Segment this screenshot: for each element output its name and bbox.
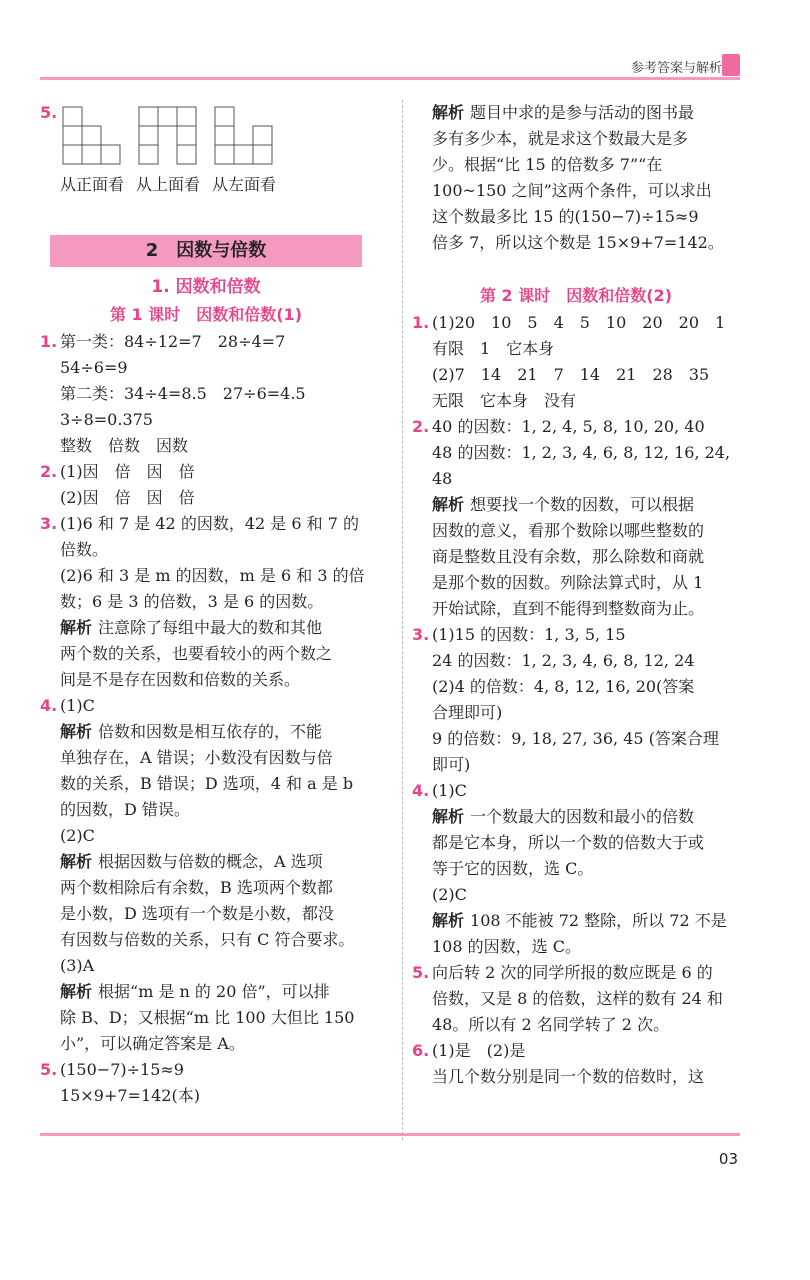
line-text: (1)15 的因数：1, 3, 5, 15	[432, 625, 626, 644]
line-text: (1)C	[432, 781, 467, 800]
line-text: 数；6 是 3 的倍数，3 是 6 的因数。	[60, 592, 324, 611]
question-number: 5.	[40, 103, 58, 122]
line-text: 想要找一个数的因数，可以根据	[470, 495, 695, 514]
left-column	[40, 100, 372, 1109]
top-view	[136, 106, 200, 195]
subsection-title: 1. 因数和倍数	[151, 277, 261, 297]
analysis-label: 解析	[60, 982, 93, 1001]
question-number: 6.	[412, 1041, 430, 1060]
line-text: 48。所以有 2 名同学转了 2 次。	[432, 1015, 670, 1034]
answer-line	[40, 1083, 372, 1109]
answer-line	[412, 804, 740, 830]
line-text: 数的关系，B 错误；D 选项，4 和 a 是 b	[60, 774, 354, 793]
line-text: (2)7 14 21 7 14 21 28 35	[432, 365, 710, 384]
analysis-label: 解析	[60, 722, 93, 741]
line-text: 除 B、D；又根据“m 比 100 大但比 150	[60, 1008, 355, 1027]
analysis-label: 解析	[432, 911, 465, 930]
footer-rule	[40, 1133, 740, 1136]
answer-line	[40, 381, 372, 407]
answer-line	[412, 1038, 740, 1064]
line-text: 两个数相除后有余数，B 选项两个数都	[60, 878, 333, 897]
answer-line	[412, 440, 740, 466]
line-text: 单独存在，A 错误；小数没有因数与倍	[60, 748, 333, 767]
right-answer-lines	[412, 310, 740, 1090]
line-text: 54÷6=9	[60, 358, 128, 377]
lesson-title: 第 1 课时 因数和倍数(1)	[109, 305, 303, 324]
line-text: 倍数，又是 8 的倍数，这样的数有 24 和	[432, 989, 723, 1008]
answer-line	[40, 485, 372, 511]
line-text: (150−7)÷15≈9	[60, 1060, 184, 1079]
line-text: (2)4 的倍数：4, 8, 12, 16, 20(答案	[432, 677, 695, 696]
answer-line	[40, 355, 372, 381]
line-text: 因数的意义，看那个数除以哪些整数的	[432, 521, 705, 540]
line-text: 有限 1 它本身	[432, 339, 555, 358]
line-text: 108 不能被 72 整除，所以 72 不是	[470, 911, 727, 930]
answer-line	[412, 152, 740, 178]
answer-line	[412, 726, 740, 752]
answer-line	[40, 563, 372, 589]
answer-line	[412, 778, 740, 804]
line-text: 48 的因数：1, 2, 3, 4, 6, 8, 12, 16, 24,	[432, 443, 731, 462]
answer-line	[40, 641, 372, 667]
answer-line	[412, 336, 740, 362]
answer-line	[412, 908, 740, 934]
answer-line	[412, 362, 740, 388]
question-5-views	[40, 100, 372, 195]
answer-line	[40, 875, 372, 901]
line-text: 一个数最大的因数和最小的倍数	[470, 807, 695, 826]
header-badge-icon	[722, 54, 740, 76]
answer-line	[40, 1005, 372, 1031]
line-text: (2)C	[60, 826, 95, 845]
answer-line	[412, 934, 740, 960]
line-text: (1)是 (2)是	[432, 1041, 526, 1060]
line-text: 根据“m 是 n 的 20 倍”，可以排	[98, 982, 330, 1001]
answer-line	[412, 100, 740, 126]
line-text: 9 的倍数：9, 18, 27, 36, 45 (答案合理	[432, 729, 719, 748]
answer-line	[412, 830, 740, 856]
answer-line	[412, 518, 740, 544]
line-text: (1)20 10 5 4 5 10 20 20 1	[432, 313, 726, 332]
answer-line	[40, 953, 372, 979]
question-number: 3.	[40, 514, 58, 533]
line-text: 是那个数的因数。列除法算式时，从 1	[432, 573, 704, 592]
line-text: 多有多少本，就是求这个数最大是多	[432, 129, 689, 148]
line-text: 24 的因数：1, 2, 3, 4, 6, 8, 12, 24	[432, 651, 695, 670]
line-text: 倍数。	[60, 540, 109, 559]
line-text: 48	[432, 469, 453, 488]
question-number: 1.	[412, 313, 430, 332]
line-text: 整数 倍数 因数	[60, 436, 189, 455]
answer-line	[412, 126, 740, 152]
answer-line	[40, 719, 372, 745]
answer-line	[40, 433, 372, 459]
answer-line	[412, 752, 740, 778]
answer-line	[40, 407, 372, 433]
line-text: (2)C	[432, 885, 467, 904]
line-text: 注意除了每组中最大的数和其他	[98, 618, 323, 637]
answer-line	[412, 960, 740, 986]
line-text: 向后转 2 次的同学所报的数应既是 6 的	[432, 963, 713, 982]
right-top-lines	[412, 100, 740, 256]
line-text: 倍数和因数是相互依存的，不能	[98, 722, 323, 741]
answer-line	[412, 700, 740, 726]
answer-line	[40, 615, 372, 641]
answer-line	[40, 927, 372, 953]
analysis-label: 解析	[60, 618, 93, 637]
line-text: 有因数与倍数的关系，只有 C 符合要求。	[60, 930, 355, 949]
answer-line	[412, 674, 740, 700]
answer-line	[412, 466, 740, 492]
question-number: 5.	[412, 963, 430, 982]
line-text: (1)因 倍 因 倍	[60, 462, 195, 481]
line-text: 是小数，D 选项有一个数是小数，都没	[60, 904, 334, 923]
line-text: 即可)	[432, 755, 471, 774]
answer-line	[412, 544, 740, 570]
question-number: 2.	[40, 462, 58, 481]
analysis-label: 解析	[60, 852, 93, 871]
answer-line	[412, 204, 740, 230]
analysis-label: 解析	[432, 103, 465, 122]
answer-line	[40, 537, 372, 563]
answer-line	[40, 1057, 372, 1083]
left-view-figure	[214, 106, 274, 166]
line-text: 100~150 之间”这两个条件，可以求出	[432, 181, 712, 200]
line-text: (2)6 和 3 是 m 的因数，m 是 6 和 3 的倍	[60, 566, 365, 585]
line-text: (1)6 和 7 是 42 的因数，42 是 6 和 7 的	[60, 514, 359, 533]
answer-line	[412, 230, 740, 256]
line-text: 商是整数且没有余数，那么除数和商就	[432, 547, 705, 566]
question-number: 4.	[412, 781, 430, 800]
answer-line	[412, 570, 740, 596]
right-column	[412, 100, 740, 1090]
line-text: 都是它本身，所以一个数的倍数大于或	[432, 833, 705, 852]
line-text: 15×9+7=142(本)	[60, 1086, 200, 1105]
line-text: 40 的因数：1, 2, 4, 5, 8, 10, 20, 40	[432, 417, 705, 436]
answer-line	[412, 1064, 740, 1090]
answer-line	[40, 979, 372, 1005]
line-text: 间是不是存在因数和倍数的关系。	[60, 670, 301, 689]
line-text: 等于它的因数，选 C。	[432, 859, 594, 878]
answer-line	[40, 771, 372, 797]
line-text: 无限 它本身 没有	[432, 391, 577, 410]
analysis-label: 解析	[432, 495, 465, 514]
line-text: 根据因数与倍数的概念，A 选项	[98, 852, 323, 871]
line-text: (1)C	[60, 696, 95, 715]
front-view-label: 从正面看	[60, 175, 125, 194]
line-text: 少。根据“比 15 的倍数多 7”“在	[432, 155, 663, 174]
answer-line	[412, 388, 740, 414]
line-text: 合理即可)	[432, 703, 503, 722]
page-number: 03	[718, 1150, 738, 1168]
answer-line	[412, 414, 740, 440]
line-text: 倍多 7，所以这个数是 15×9+7=142。	[432, 233, 724, 252]
answer-line	[412, 178, 740, 204]
line-text: 开始试除，直到不能得到整数商为止。	[432, 599, 705, 618]
answer-line	[40, 849, 372, 875]
question-number: 4.	[40, 696, 58, 715]
line-text: 题目中求的是参与活动的图书最	[470, 103, 695, 122]
line-text: (3)A	[60, 956, 95, 975]
answer-line	[412, 492, 740, 518]
line-text: 第一类：84÷12=7 28÷4=7	[60, 332, 286, 351]
answer-line	[412, 622, 740, 648]
question-number: 2.	[412, 417, 430, 436]
left-view-label: 从左面看	[212, 175, 277, 194]
answer-line	[40, 823, 372, 849]
answer-line	[412, 986, 740, 1012]
front-view-figure	[62, 106, 122, 166]
line-text: 这个数最多比 15 的(150−7)÷15≈9	[432, 207, 699, 226]
line-text: 3÷8=0.375	[60, 410, 153, 429]
answer-line	[40, 1031, 372, 1057]
answer-line	[40, 693, 372, 719]
line-text: 小”，可以确定答案是 A。	[60, 1034, 245, 1053]
top-view-label: 从上面看	[136, 175, 201, 194]
answer-line	[40, 589, 372, 615]
top-view-figure	[138, 106, 198, 166]
left-view	[212, 106, 276, 195]
answer-line	[40, 329, 372, 355]
answer-line	[412, 310, 740, 336]
answer-line	[40, 745, 372, 771]
answer-line	[40, 667, 372, 693]
left-answer-lines	[40, 329, 372, 1109]
answer-line	[412, 596, 740, 622]
front-view	[60, 106, 124, 195]
answer-line	[40, 901, 372, 927]
header-rule	[40, 77, 740, 80]
question-number: 3.	[412, 625, 430, 644]
analysis-label: 解析	[432, 807, 465, 826]
line-text: 的因数，D 错误。	[60, 800, 190, 819]
line-text: 当几个数分别是同一个数的倍数时，这	[432, 1067, 705, 1086]
lesson-title-2: 第 2 课时 因数和倍数(2)	[479, 286, 673, 305]
section-title: 2 因数与倍数	[50, 235, 362, 267]
column-divider	[402, 100, 403, 1140]
answer-line	[40, 459, 372, 485]
answer-line	[412, 882, 740, 908]
answer-line	[412, 648, 740, 674]
line-text: 两个数的关系，也要看较小的两个数之	[60, 644, 333, 663]
header-title: 参考答案与解析	[630, 61, 722, 76]
answer-line	[412, 856, 740, 882]
answer-line	[412, 1012, 740, 1038]
line-text: 108 的因数，选 C。	[432, 937, 581, 956]
question-number: 5.	[40, 1060, 58, 1079]
line-text: (2)因 倍 因 倍	[60, 488, 195, 507]
question-number: 1.	[40, 332, 58, 351]
answer-line	[40, 797, 372, 823]
answer-line	[40, 511, 372, 537]
three-views	[60, 106, 288, 195]
line-text: 第二类：34÷4=8.5 27÷6=4.5	[60, 384, 306, 403]
